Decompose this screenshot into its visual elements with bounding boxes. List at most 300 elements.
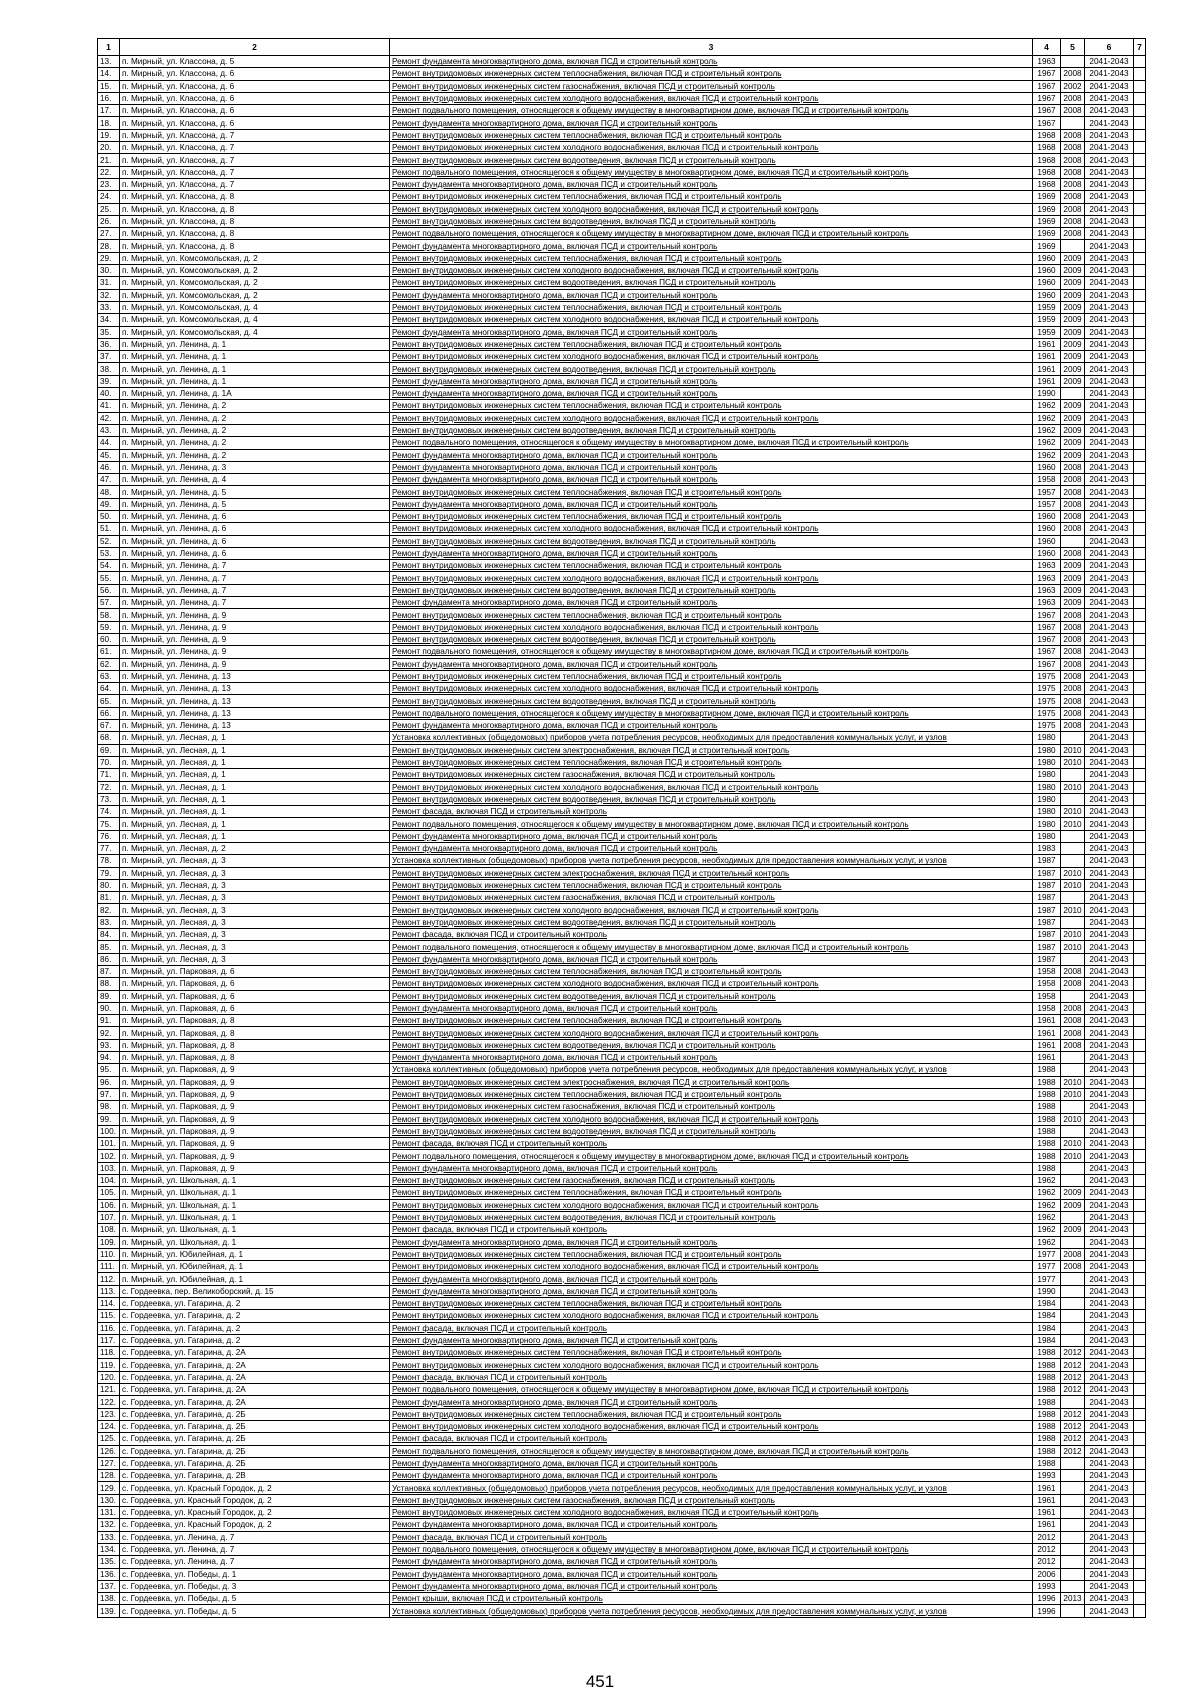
planned-period-cell: 2041-2043 (1085, 351, 1134, 363)
planned-period-cell: 2041-2043 (1085, 1297, 1134, 1309)
address-cell: п. Мирный, ул. Ленина, д. 4 (120, 474, 390, 486)
col7-cell (1134, 338, 1146, 350)
planned-period-cell: 2041-2043 (1085, 80, 1134, 92)
row-number-cell: 61. (98, 646, 120, 658)
col7-cell (1134, 1187, 1146, 1199)
work-type-cell: Ремонт фундамента многоквартирного дома, включая ПСД и строительный контроль (390, 953, 1033, 965)
last-repair-year-cell (1061, 1297, 1085, 1309)
last-repair-year-cell (1061, 1457, 1085, 1469)
col7-cell (1134, 1580, 1146, 1592)
table-row (98, 867, 1146, 879)
col7-cell (1134, 326, 1146, 338)
build-year-cell: 1977 (1033, 1248, 1061, 1260)
row-number-cell: 24. (98, 191, 120, 203)
work-type-cell: Ремонт внутридомовых инженерных систем водоотведения, включая ПСД и строительный контроль (390, 1211, 1033, 1223)
build-year-cell: 1961 (1033, 1015, 1061, 1027)
address-cell: п. Мирный, ул. Школьная, д. 1 (120, 1187, 390, 1199)
table-header (98, 39, 1146, 56)
work-type-cell: Ремонт внутридомовых инженерных систем холодного водоснабжения, включая ПСД и строительный контроль (390, 142, 1033, 154)
last-repair-year-cell: 2008 (1061, 154, 1085, 166)
table-row (98, 1175, 1146, 1187)
last-repair-year-cell (1061, 56, 1085, 68)
col7-cell (1134, 1052, 1146, 1064)
work-type-cell: Ремонт внутридомовых инженерных систем теплоснабжения, включая ПСД и строительный контроль (390, 1347, 1033, 1359)
last-repair-year-cell (1061, 1310, 1085, 1322)
last-repair-year-cell: 2008 (1061, 510, 1085, 522)
build-year-cell: 1988 (1033, 1088, 1061, 1100)
col7-cell (1134, 1433, 1146, 1445)
last-repair-year-cell: 2010 (1061, 1076, 1085, 1088)
build-year-cell: 1987 (1033, 879, 1061, 891)
planned-period-cell: 2041-2043 (1085, 277, 1134, 289)
table-row (98, 916, 1146, 928)
address-cell: п. Мирный, ул. Ленина, д. 2 (120, 412, 390, 424)
col7-cell (1134, 1543, 1146, 1555)
row-number-cell: 132. (98, 1519, 120, 1531)
planned-period-cell: 2041-2043 (1085, 68, 1134, 80)
row-number-cell: 106. (98, 1199, 120, 1211)
planned-period-cell: 2041-2043 (1085, 166, 1134, 178)
last-repair-year-cell: 2008 (1061, 646, 1085, 658)
planned-period-cell: 2041-2043 (1085, 510, 1134, 522)
build-year-cell: 1980 (1033, 830, 1061, 842)
address-cell: с. Гордеевка, ул. Красный Городок, д. 2 (120, 1482, 390, 1494)
table-row (98, 683, 1146, 695)
address-cell: п. Мирный, ул. Ленина, д. 2 (120, 424, 390, 436)
row-number-cell: 83. (98, 916, 120, 928)
table-row (98, 523, 1146, 535)
table-row (98, 461, 1146, 473)
address-cell: п. Мирный, ул. Ленина, д. 5 (120, 486, 390, 498)
col7-cell (1134, 1396, 1146, 1408)
work-type-cell: Ремонт внутридомовых инженерных систем газоснабжения, включая ПСД и строительный контроль (390, 1175, 1033, 1187)
build-year-cell: 1988 (1033, 1138, 1061, 1150)
build-year-cell: 1988 (1033, 1396, 1061, 1408)
row-number-cell: 94. (98, 1052, 120, 1064)
address-cell: п. Мирный, ул. Комсомольская, д. 2 (120, 252, 390, 264)
build-year-cell: 1962 (1033, 1199, 1061, 1211)
last-repair-year-cell: 2012 (1061, 1384, 1085, 1396)
last-repair-year-cell: 2008 (1061, 1039, 1085, 1051)
address-cell: п. Мирный, ул. Комсомольская, д. 2 (120, 265, 390, 277)
address-cell: с. Гордеевка, ул. Гагарина, д. 2А (120, 1396, 390, 1408)
planned-period-cell: 2041-2043 (1085, 1101, 1134, 1113)
planned-period-cell: 2041-2043 (1085, 154, 1134, 166)
address-cell: п. Мирный, ул. Ленина, д. 7 (120, 560, 390, 572)
address-cell: п. Мирный, ул. Классона, д. 6 (120, 92, 390, 104)
address-cell: п. Мирный, ул. Классона, д. 8 (120, 203, 390, 215)
last-repair-year-cell: 2010 (1061, 806, 1085, 818)
row-number-cell: 117. (98, 1334, 120, 1346)
last-repair-year-cell: 2008 (1061, 1002, 1085, 1014)
row-number-cell: 51. (98, 523, 120, 535)
table-row (98, 1211, 1146, 1223)
table-row (98, 621, 1146, 633)
last-repair-year-cell (1061, 830, 1085, 842)
row-number-cell: 65. (98, 695, 120, 707)
table-row (98, 879, 1146, 891)
build-year-cell: 1984 (1033, 1322, 1061, 1334)
build-year-cell: 1990 (1033, 1285, 1061, 1297)
build-year-cell: 1996 (1033, 1593, 1061, 1605)
row-number-cell: 114. (98, 1297, 120, 1309)
col7-cell (1134, 1322, 1146, 1334)
build-year-cell: 1968 (1033, 154, 1061, 166)
build-year-cell: 1987 (1033, 904, 1061, 916)
last-repair-year-cell: 2010 (1061, 904, 1085, 916)
last-repair-year-cell: 2008 (1061, 670, 1085, 682)
build-year-cell: 1961 (1033, 338, 1061, 350)
address-cell: п. Мирный, ул. Классона, д. 7 (120, 166, 390, 178)
row-number-cell: 16. (98, 92, 120, 104)
row-number-cell: 68. (98, 732, 120, 744)
last-repair-year-cell (1061, 1519, 1085, 1531)
work-type-cell: Ремонт фундамента многоквартирного дома, включая ПСД и строительный контроль (390, 1457, 1033, 1469)
planned-period-cell: 2041-2043 (1085, 1285, 1134, 1297)
address-cell: п. Мирный, ул. Школьная, д. 1 (120, 1211, 390, 1223)
col7-cell (1134, 1359, 1146, 1371)
address-cell: п. Мирный, ул. Школьная, д. 1 (120, 1224, 390, 1236)
row-number-cell: 88. (98, 978, 120, 990)
table-row (98, 855, 1146, 867)
table-row (98, 1334, 1146, 1346)
last-repair-year-cell: 2009 (1061, 560, 1085, 572)
work-type-cell: Ремонт внутридомовых инженерных систем холодного водоснабжения, включая ПСД и строительный контроль (390, 781, 1033, 793)
address-cell: п. Мирный, ул. Лесная, д. 3 (120, 879, 390, 891)
last-repair-year-cell (1061, 1101, 1085, 1113)
address-cell: п. Мирный, ул. Лесная, д. 3 (120, 892, 390, 904)
row-number-cell: 26. (98, 215, 120, 227)
build-year-cell: 1988 (1033, 1113, 1061, 1125)
row-number-cell: 66. (98, 707, 120, 719)
table-row (98, 990, 1146, 1002)
planned-period-cell: 2041-2043 (1085, 560, 1134, 572)
planned-period-cell: 2041-2043 (1085, 326, 1134, 338)
col7-cell (1134, 1138, 1146, 1150)
col7-cell (1134, 265, 1146, 277)
col7-cell (1134, 449, 1146, 461)
row-number-cell: 124. (98, 1420, 120, 1432)
row-number-cell: 135. (98, 1556, 120, 1568)
last-repair-year-cell: 2010 (1061, 879, 1085, 891)
work-type-cell: Ремонт фундамента многоквартирного дома, включая ПСД и строительный контроль (390, 449, 1033, 461)
planned-period-cell: 2041-2043 (1085, 720, 1134, 732)
build-year-cell: 1984 (1033, 1297, 1061, 1309)
last-repair-year-cell: 2012 (1061, 1445, 1085, 1457)
planned-period-cell: 2041-2043 (1085, 683, 1134, 695)
col7-cell (1134, 1076, 1146, 1088)
planned-period-cell: 2041-2043 (1085, 1347, 1134, 1359)
last-repair-year-cell: 2009 (1061, 326, 1085, 338)
work-type-cell: Ремонт фундамента многоквартирного дома, включая ПСД и строительный контроль (390, 843, 1033, 855)
row-number-cell: 92. (98, 1027, 120, 1039)
col7-cell (1134, 1199, 1146, 1211)
address-cell: п. Мирный, ул. Классона, д. 7 (120, 142, 390, 154)
table-row (98, 203, 1146, 215)
last-repair-year-cell (1061, 1322, 1085, 1334)
work-type-cell: Ремонт внутридомовых инженерных систем теплоснабжения, включая ПСД и строительный контроль (390, 1248, 1033, 1260)
last-repair-year-cell: 2009 (1061, 449, 1085, 461)
last-repair-year-cell: 2008 (1061, 547, 1085, 559)
planned-period-cell: 2041-2043 (1085, 338, 1134, 350)
last-repair-year-cell: 2009 (1061, 400, 1085, 412)
col7-cell (1134, 1175, 1146, 1187)
planned-period-cell: 2041-2043 (1085, 830, 1134, 842)
table-row (98, 953, 1146, 965)
address-cell: с. Гордеевка, ул. Гагарина, д. 2 (120, 1310, 390, 1322)
row-number-cell: 98. (98, 1101, 120, 1113)
last-repair-year-cell: 2009 (1061, 424, 1085, 436)
table-row (98, 1113, 1146, 1125)
table-row (98, 1052, 1146, 1064)
address-cell: с. Гордеевка, ул. Красный Городок, д. 2 (120, 1507, 390, 1519)
table-row (98, 1187, 1146, 1199)
address-cell: п. Мирный, ул. Классона, д. 8 (120, 240, 390, 252)
build-year-cell: 1959 (1033, 301, 1061, 313)
row-number-cell: 53. (98, 547, 120, 559)
last-repair-year-cell: 2009 (1061, 572, 1085, 584)
row-number-cell: 77. (98, 843, 120, 855)
col7-cell (1134, 1125, 1146, 1137)
address-cell: п. Мирный, ул. Комсомольская, д. 2 (120, 277, 390, 289)
address-cell: п. Мирный, ул. Ленина, д. 7 (120, 584, 390, 596)
planned-period-cell: 2041-2043 (1085, 658, 1134, 670)
build-year-cell: 1988 (1033, 1101, 1061, 1113)
build-year-cell: 1963 (1033, 584, 1061, 596)
planned-period-cell: 2041-2043 (1085, 1027, 1134, 1039)
table-row (98, 904, 1146, 916)
address-cell: п. Мирный, ул. Лесная, д. 1 (120, 769, 390, 781)
row-number-cell: 43. (98, 424, 120, 436)
work-type-cell: Ремонт подвального помещения, относящегося к общему имуществу в многоквартирном доме, включая ПСД и строительный контроль (390, 646, 1033, 658)
planned-period-cell: 2041-2043 (1085, 793, 1134, 805)
address-cell: п. Мирный, ул. Ленина, д. 3 (120, 461, 390, 473)
build-year-cell: 1988 (1033, 1347, 1061, 1359)
table-row (98, 1470, 1146, 1482)
planned-period-cell: 2041-2043 (1085, 756, 1134, 768)
planned-period-cell: 2041-2043 (1085, 1457, 1134, 1469)
table-row (98, 1433, 1146, 1445)
work-type-cell: Ремонт внутридомовых инженерных систем холодного водоснабжения, включая ПСД и строительный контроль (390, 1113, 1033, 1125)
address-cell: п. Мирный, ул. Лесная, д. 3 (120, 953, 390, 965)
row-number-cell: 58. (98, 609, 120, 621)
address-cell: п. Мирный, ул. Парковая, д. 9 (120, 1138, 390, 1150)
work-type-cell: Установка коллективных (общедомовых) приборов учета потребления ресурсов, необходимых для предоставления коммунальных услуг, и узлов (390, 1605, 1033, 1617)
address-cell: с. Гордеевка, ул. Гагарина, д. 2 (120, 1297, 390, 1309)
build-year-cell: 1961 (1033, 1482, 1061, 1494)
build-year-cell: 1969 (1033, 191, 1061, 203)
build-year-cell: 1987 (1033, 953, 1061, 965)
build-year-cell: 1969 (1033, 215, 1061, 227)
column-header-3: 3 (390, 39, 1033, 56)
build-year-cell: 1963 (1033, 560, 1061, 572)
planned-period-cell: 2041-2043 (1085, 535, 1134, 547)
work-type-cell: Ремонт внутридомовых инженерных систем газоснабжения, включая ПСД и строительный контроль (390, 1101, 1033, 1113)
planned-period-cell: 2041-2043 (1085, 228, 1134, 240)
last-repair-year-cell: 2010 (1061, 1138, 1085, 1150)
work-type-cell: Ремонт внутридомовых инженерных систем холодного водоснабжения, включая ПСД и строительный контроль (390, 351, 1033, 363)
planned-period-cell: 2041-2043 (1085, 252, 1134, 264)
table-row (98, 1224, 1146, 1236)
planned-period-cell: 2041-2043 (1085, 498, 1134, 510)
work-type-cell: Ремонт крыши, включая ПСД и строительный контроль (390, 1593, 1033, 1605)
col7-cell (1134, 400, 1146, 412)
work-type-cell: Ремонт внутридомовых инженерных систем теплоснабжения, включая ПСД и строительный контроль (390, 1088, 1033, 1100)
row-number-cell: 100. (98, 1125, 120, 1137)
planned-period-cell: 2041-2043 (1085, 1076, 1134, 1088)
row-number-cell: 47. (98, 474, 120, 486)
build-year-cell: 1967 (1033, 92, 1061, 104)
work-type-cell: Ремонт внутридомовых инженерных систем электроснабжения, включая ПСД и строительный контроль (390, 744, 1033, 756)
work-type-cell: Ремонт фундамента многоквартирного дома, включая ПСД и строительный контроль (390, 375, 1033, 387)
table-row (98, 388, 1146, 400)
build-year-cell: 1962 (1033, 1224, 1061, 1236)
column-header-7: 7 (1134, 39, 1146, 56)
planned-period-cell: 2041-2043 (1085, 474, 1134, 486)
build-year-cell: 1975 (1033, 670, 1061, 682)
table-row (98, 892, 1146, 904)
table-body (98, 56, 1146, 1618)
work-type-cell: Ремонт фундамента многоквартирного дома, включая ПСД и строительный контроль (390, 178, 1033, 190)
build-year-cell: 2012 (1033, 1531, 1061, 1543)
planned-period-cell: 2041-2043 (1085, 597, 1134, 609)
last-repair-year-cell (1061, 1531, 1085, 1543)
column-header-4: 4 (1033, 39, 1061, 56)
table-row (98, 142, 1146, 154)
work-type-cell: Ремонт фундамента многоквартирного дома, включая ПСД и строительный контроль (390, 461, 1033, 473)
last-repair-year-cell: 2008 (1061, 695, 1085, 707)
table-row (98, 843, 1146, 855)
work-type-cell: Ремонт фундамента многоквартирного дома, включая ПСД и строительный контроль (390, 1568, 1033, 1580)
address-cell: с. Гордеевка, ул. Гагарина, д. 2А (120, 1384, 390, 1396)
last-repair-year-cell (1061, 1125, 1085, 1137)
planned-period-cell: 2041-2043 (1085, 1334, 1134, 1346)
planned-period-cell: 2041-2043 (1085, 203, 1134, 215)
table-row (98, 1556, 1146, 1568)
last-repair-year-cell: 2010 (1061, 1150, 1085, 1162)
build-year-cell: 1983 (1033, 843, 1061, 855)
address-cell: п. Мирный, ул. Юбилейная, д. 1 (120, 1248, 390, 1260)
col7-cell (1134, 1162, 1146, 1174)
address-cell: п. Мирный, ул. Ленина, д. 6 (120, 547, 390, 559)
address-cell: п. Мирный, ул. Ленина, д. 1 (120, 351, 390, 363)
last-repair-year-cell: 2012 (1061, 1433, 1085, 1445)
build-year-cell: 1988 (1033, 1064, 1061, 1076)
address-cell: п. Мирный, ул. Классона, д. 8 (120, 228, 390, 240)
build-year-cell: 1988 (1033, 1125, 1061, 1137)
col7-cell (1134, 191, 1146, 203)
col7-cell (1134, 412, 1146, 424)
last-repair-year-cell: 2009 (1061, 412, 1085, 424)
work-type-cell: Ремонт фасада, включая ПСД и строительный контроль (390, 1371, 1033, 1383)
table-row (98, 633, 1146, 645)
planned-period-cell: 2041-2043 (1085, 1175, 1134, 1187)
address-cell: п. Мирный, ул. Парковая, д. 6 (120, 1002, 390, 1014)
build-year-cell: 1980 (1033, 806, 1061, 818)
col7-cell (1134, 535, 1146, 547)
planned-period-cell: 2041-2043 (1085, 400, 1134, 412)
build-year-cell: 1988 (1033, 1162, 1061, 1174)
table-row (98, 265, 1146, 277)
table-row (98, 929, 1146, 941)
work-type-cell: Ремонт фундамента многоквартирного дома, включая ПСД и строительный контроль (390, 326, 1033, 338)
address-cell: п. Мирный, ул. Лесная, д. 1 (120, 793, 390, 805)
planned-period-cell: 2041-2043 (1085, 1396, 1134, 1408)
build-year-cell: 1988 (1033, 1371, 1061, 1383)
build-year-cell: 1987 (1033, 892, 1061, 904)
table-row (98, 806, 1146, 818)
planned-period-cell: 2041-2043 (1085, 142, 1134, 154)
col7-cell (1134, 1015, 1146, 1027)
build-year-cell: 1967 (1033, 633, 1061, 645)
work-type-cell: Ремонт подвального помещения, относящегося к общему имуществу в многоквартирном доме, включая ПСД и строительный контроль (390, 166, 1033, 178)
build-year-cell: 1959 (1033, 326, 1061, 338)
build-year-cell: 1987 (1033, 929, 1061, 941)
address-cell: с. Гордеевка, ул. Победы, д. 3 (120, 1580, 390, 1592)
last-repair-year-cell: 2002 (1061, 80, 1085, 92)
planned-period-cell: 2041-2043 (1085, 301, 1134, 313)
last-repair-year-cell: 2010 (1061, 941, 1085, 953)
address-cell: с. Гордеевка, ул. Ленина, д. 7 (120, 1531, 390, 1543)
col7-cell (1134, 720, 1146, 732)
row-number-cell: 18. (98, 117, 120, 129)
build-year-cell: 1960 (1033, 277, 1061, 289)
table-row (98, 424, 1146, 436)
build-year-cell: 1960 (1033, 252, 1061, 264)
row-number-cell: 28. (98, 240, 120, 252)
last-repair-year-cell: 2010 (1061, 867, 1085, 879)
build-year-cell: 1960 (1033, 289, 1061, 301)
work-type-cell: Ремонт внутридомовых инженерных систем холодного водоснабжения, включая ПСД и строительный контроль (390, 1261, 1033, 1273)
row-number-cell: 39. (98, 375, 120, 387)
table-row (98, 252, 1146, 264)
build-year-cell: 1957 (1033, 486, 1061, 498)
table-row (98, 474, 1146, 486)
address-cell: с. Гордеевка, ул. Красный Городок, д. 2 (120, 1494, 390, 1506)
row-number-cell: 72. (98, 781, 120, 793)
table-row (98, 1384, 1146, 1396)
row-number-cell: 78. (98, 855, 120, 867)
col7-cell (1134, 1420, 1146, 1432)
build-year-cell: 1967 (1033, 609, 1061, 621)
planned-period-cell: 2041-2043 (1085, 1211, 1134, 1223)
address-cell: п. Мирный, ул. Лесная, д. 2 (120, 843, 390, 855)
row-number-cell: 120. (98, 1371, 120, 1383)
last-repair-year-cell (1061, 1211, 1085, 1223)
planned-period-cell: 2041-2043 (1085, 732, 1134, 744)
work-type-cell: Ремонт подвального помещения, относящегося к общему имуществу в многоквартирном доме, включая ПСД и строительный контроль (390, 1384, 1033, 1396)
build-year-cell: 1988 (1033, 1150, 1061, 1162)
table-row (98, 326, 1146, 338)
last-repair-year-cell: 2008 (1061, 228, 1085, 240)
last-repair-year-cell: 2010 (1061, 744, 1085, 756)
table-row (98, 338, 1146, 350)
row-number-cell: 33. (98, 301, 120, 313)
planned-period-cell: 2041-2043 (1085, 621, 1134, 633)
planned-period-cell: 2041-2043 (1085, 1593, 1134, 1605)
table-row (98, 1002, 1146, 1014)
row-number-cell: 50. (98, 510, 120, 522)
planned-period-cell: 2041-2043 (1085, 1150, 1134, 1162)
work-type-cell: Ремонт внутридомовых инженерных систем водоотведения, включая ПСД и строительный контроль (390, 916, 1033, 928)
last-repair-year-cell: 2009 (1061, 1187, 1085, 1199)
work-type-cell: Ремонт внутридомовых инженерных систем теплоснабжения, включая ПСД и строительный контроль (390, 1187, 1033, 1199)
address-cell: п. Мирный, ул. Ленина, д. 1 (120, 363, 390, 375)
row-number-cell: 14. (98, 68, 120, 80)
row-number-cell: 109. (98, 1236, 120, 1248)
work-type-cell: Ремонт внутридомовых инженерных систем холодного водоснабжения, включая ПСД и строительный контроль (390, 314, 1033, 326)
work-type-cell: Ремонт внутридомовых инженерных систем теплоснабжения, включая ПСД и строительный контроль (390, 560, 1033, 572)
